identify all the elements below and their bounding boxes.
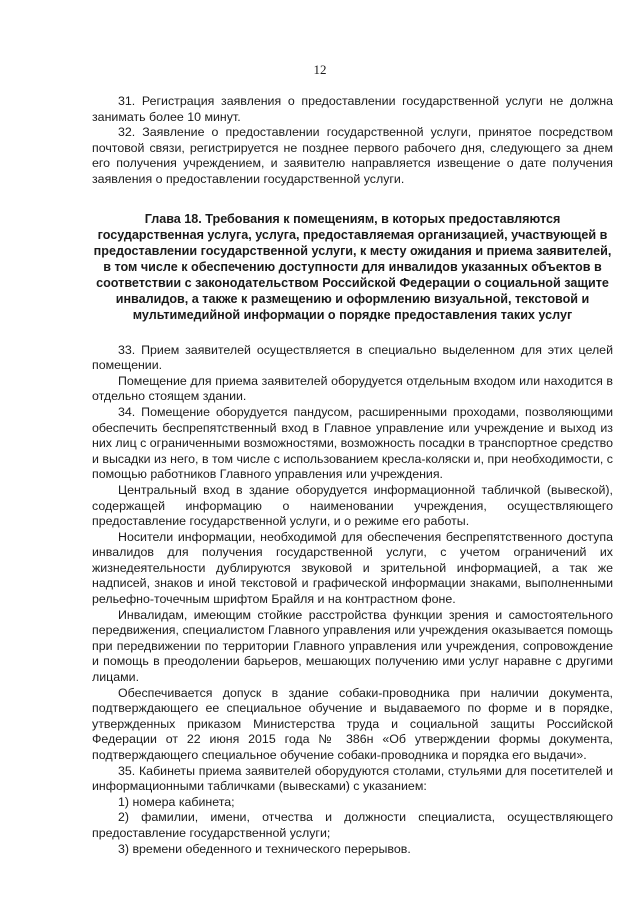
paragraph-32: 32. Заявление о предоставлении государственной услуги, принятое посредством почтовой связи, регистрируется не позднее первого рабочего дня, следующего за днем его получения учреждением, и заявителю направляется извещение о дате получения заявления о предоставлении государственной услуги.	[92, 125, 613, 186]
page-number: 12	[313, 62, 327, 77]
list-item: 1) номера кабинета;	[118, 794, 235, 809]
paragraph-33-room: Помещение для приема заявителей оборудуется отдельным входом или находится в отдельно стоящем здании.	[92, 373, 613, 404]
paragraph-34-info-carriers: Носители информации, необходимой для обеспечения беспрепятственного доступа инвалидов для получения государственной услуги, с учетом ограничений их жизнедеятельности дублируются звуковой и зрительной информацией, а так же надписей, знаков и иной текстовой и графической информации знаками, выполненными рельефно-точечным шрифтом Брайля и на контрастном фоне.	[92, 529, 613, 607]
paragraph-31: 31. Регистрация заявления о предоставлении государственной услуги не должна занимать более 10 минут.	[92, 94, 613, 124]
paragraph-35: 35. Кабинеты приема заявителей оборудуются столами, стульями для посетителей и информационными табличками (вывесками) с указанием:	[92, 763, 613, 794]
paragraph-34-entrance: Центральный вход в здание оборудуется информационной табличкой (вывеской), содержащей информацию о наименовании учреждения, осуществляющего предоставление государственной услуги, и о режиме его работы.	[92, 482, 613, 529]
paragraph-34-assistance: Инвалидам, имеющим стойкие расстройства функции зрения и самостоятельного передвижения, специалистом Главного управления или учреждения оказывается помощь при передвижении по территории Главного управления или учреждения, сопровождение и помощь в преодолении барьеров, мешающих получению ими услуг наравне с другими лицами.	[92, 607, 613, 685]
list-item: 3) времени обеденного и технического перерывов.	[118, 841, 411, 856]
chapter-heading: Глава 18. Требования к помещениям, в которых предоставляются государственная услуга, услуга, предоставляемая организацией, участвующей в предоставлении государственной услуги, к месту ожидания и приема заявителей, в том числе к обеспечению доступности для инвалидов указанных объектов в соответствии с законодательством Российской Федерации о социальной защите инвалидов, а также к размещению и оформлению визуальной, текстовой и мультимедийной информации о порядке предоставления таких услуг	[93, 211, 612, 322]
paragraph-34-guide-dog: Обеспечивается допуск в здание собаки-проводника при наличии документа, подтверждающего ее специальное обучение и выдаваемого по форме и в порядке, утвержденных приказом Министерства труда и социальной защиты Российской Федерации от 22 июня 2015 года № 386н «Об утверждении формы документа, подтверждающего специальное обучение собаки-проводника и порядка его выдачи».	[92, 685, 613, 762]
paragraph-33: 33. Прием заявителей осуществляется в специально выделенном для этих целей помещении.	[92, 342, 613, 373]
list-item: 2) фамилии, имени, отчества и должности специалиста, осуществляющего предоставление государственной услуги;	[92, 810, 613, 840]
document-body	[92, 94, 613, 857]
paragraph-34: 34. Помещение оборудуется пандусом, расширенными проходами, позволяющими обеспечить беспрепятственный вход в Главное управление или учреждение и выход из них лиц с ограниченными возможностями, возможность посадки в транспортное средство и высадки из него, в том числе с использованием кресла-коляски и, при необходимости, с помощью работников Главного управления или учреждения.	[92, 404, 613, 482]
